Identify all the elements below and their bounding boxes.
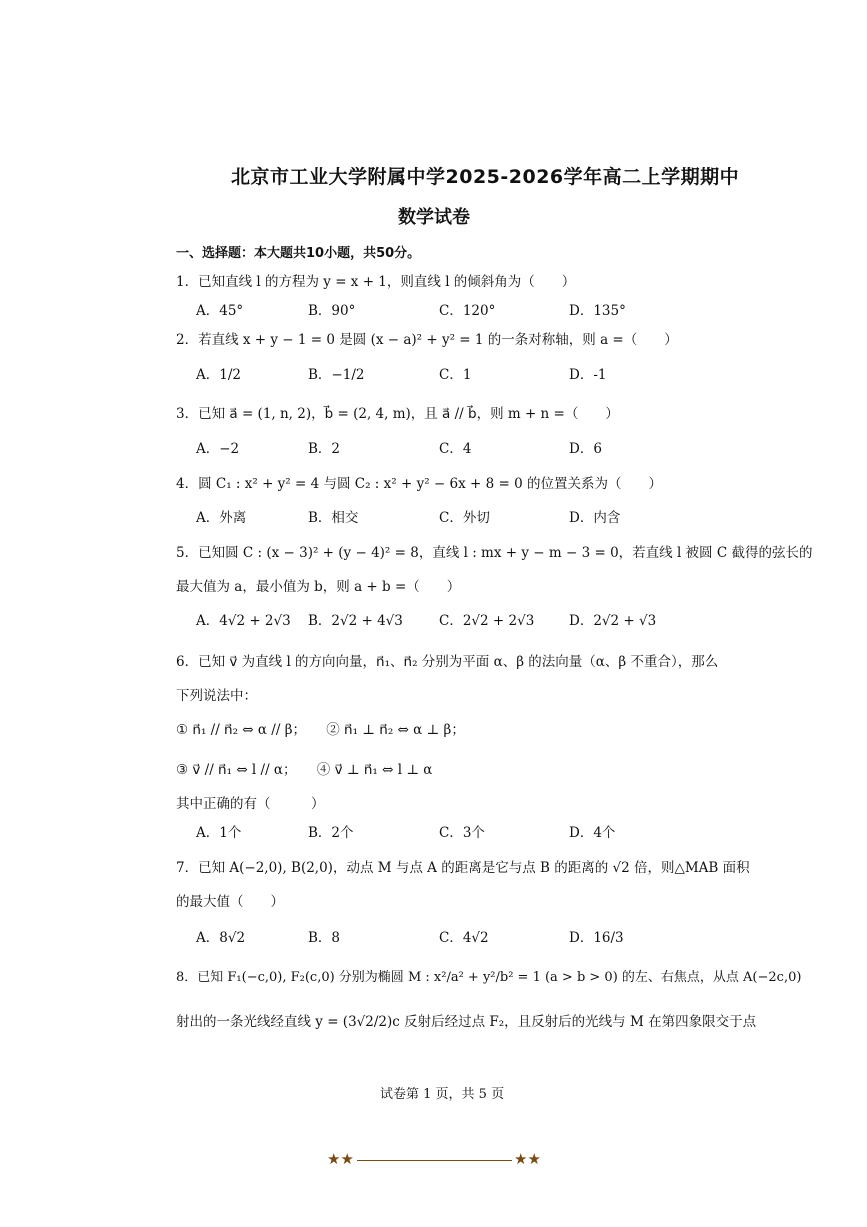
q5-option-b: B．2√2 + 4√3 — [308, 613, 403, 629]
question-8-line-2: 射出的一条光线经直线 y = (3√2/2)c 反射后经过点 F₂，且反射后的光线与 M 在第四象限交于点 — [176, 1014, 757, 1030]
question-5-line-2: 最大值为 a，最小值为 b，则 a + b =（ ） — [176, 579, 461, 595]
document-title: 北京市工业大学附属中学2025-2026学年高二上学期期中 — [231, 166, 740, 188]
q2-option-a: A．1/2 — [196, 367, 241, 383]
ornament-rule — [357, 1160, 512, 1161]
q6-option-a: A．1个 — [196, 825, 242, 841]
q1-option-c: C．120° — [439, 303, 496, 319]
question-8-line-1: 8．已知 F₁(−c,0), F₂(c,0) 分别为椭圆 M : x²/a² + y²/b² = 1 (a > b > 0) 的左、右焦点，从点 A(−2c,0) — [176, 970, 802, 985]
q1-option-a: A．45° — [196, 303, 244, 319]
q6-option-d: D．4个 — [569, 825, 616, 841]
q1-option-b: B．90° — [308, 303, 356, 319]
question-3: 3．已知 a⃗ = (1, n, 2)，b⃗ = (2, 4, m)，且 a⃗ // b⃗，则 m + n =（ ） — [176, 406, 619, 422]
question-6-line-2: 下列说法中： — [176, 688, 257, 704]
q5-option-c: C．2√2 + 2√3 — [439, 613, 535, 629]
question-6-statements-1-2: ① n⃗₁ // n⃗₂ ⇔ α // β； ② n⃗₁ ⊥ n⃗₂ ⇔ α ⊥ β； — [176, 722, 465, 738]
q3-option-b: B．2 — [308, 441, 341, 457]
q6-option-c: C．3个 — [439, 825, 485, 841]
q7-option-a: A．8√2 — [196, 930, 246, 946]
q3-option-c: C．4 — [439, 441, 472, 457]
question-7-line-2: 的最大值（ ） — [176, 894, 284, 910]
question-6-line-1: 6．已知 v⃗ 为直线 l 的方向向量，n⃗₁、n⃗₂ 分别为平面 α、β 的法向量（α、β 不重合），那么 — [176, 654, 719, 670]
question-2: 2．若直线 x + y − 1 = 0 是圆 (x − a)² + y² = 1 的一条对称轴，则 a =（ ） — [176, 332, 678, 348]
q7-option-d: D．16/3 — [569, 930, 624, 946]
question-6-statements-3-4: ③ v⃗ // n⃗₁ ⇔ l // α； ④ v⃗ ⊥ n⃗₁ ⇔ l ⊥ α — [176, 762, 433, 778]
q6-option-b: B．2个 — [308, 825, 354, 841]
q2-option-c: C．1 — [439, 367, 472, 383]
question-1: 1．已知直线 l 的方程为 y = x + 1，则直线 l 的倾斜角为（ ） — [176, 274, 576, 290]
q2-option-b: B．−1/2 — [308, 367, 365, 383]
q4-option-d: D．内含 — [569, 510, 621, 526]
ornament-stars-right: ★★ — [514, 1150, 541, 1168]
q4-option-a: A．外离 — [196, 510, 247, 526]
page-number: 试卷第 1 页，共 5 页 — [380, 1087, 505, 1102]
q5-option-a: A．4√2 + 2√3 — [196, 613, 291, 629]
q2-option-d: D．-1 — [569, 367, 607, 383]
ornament-stars-left: ★★ — [327, 1150, 354, 1168]
q5-option-d: D．2√2 + √3 — [569, 613, 657, 629]
document-subtitle: 数学试卷 — [398, 207, 470, 228]
question-7-line-1: 7．已知 A(−2,0), B(2,0)，动点 M 与点 A 的距离是它与点 B 的距离的 √2 倍，则△MAB 面积 — [176, 860, 750, 876]
question-4: 4．圆 C₁ : x² + y² = 4 与圆 C₂ : x² + y² − 6x + 8 = 0 的位置关系为（ ） — [176, 476, 662, 492]
q4-option-c: C．外切 — [439, 510, 490, 526]
q3-option-d: D．6 — [569, 441, 602, 457]
q1-option-d: D．135° — [569, 303, 626, 319]
q7-option-c: C．4√2 — [439, 930, 489, 946]
question-5-line-1: 5．已知圆 C : (x − 3)² + (y − 4)² = 8，直线 l : mx + y − m − 3 = 0，若直线 l 被圆 C 截得的弦长的 — [176, 545, 813, 561]
question-6-prompt: 其中正确的有（ ） — [176, 796, 325, 812]
q4-option-b: B．相交 — [308, 510, 359, 526]
q3-option-a: A．−2 — [196, 441, 240, 457]
q7-option-b: B．8 — [308, 930, 341, 946]
section-heading: 一、选择题：本大题共10小题，共50分。 — [176, 246, 421, 261]
